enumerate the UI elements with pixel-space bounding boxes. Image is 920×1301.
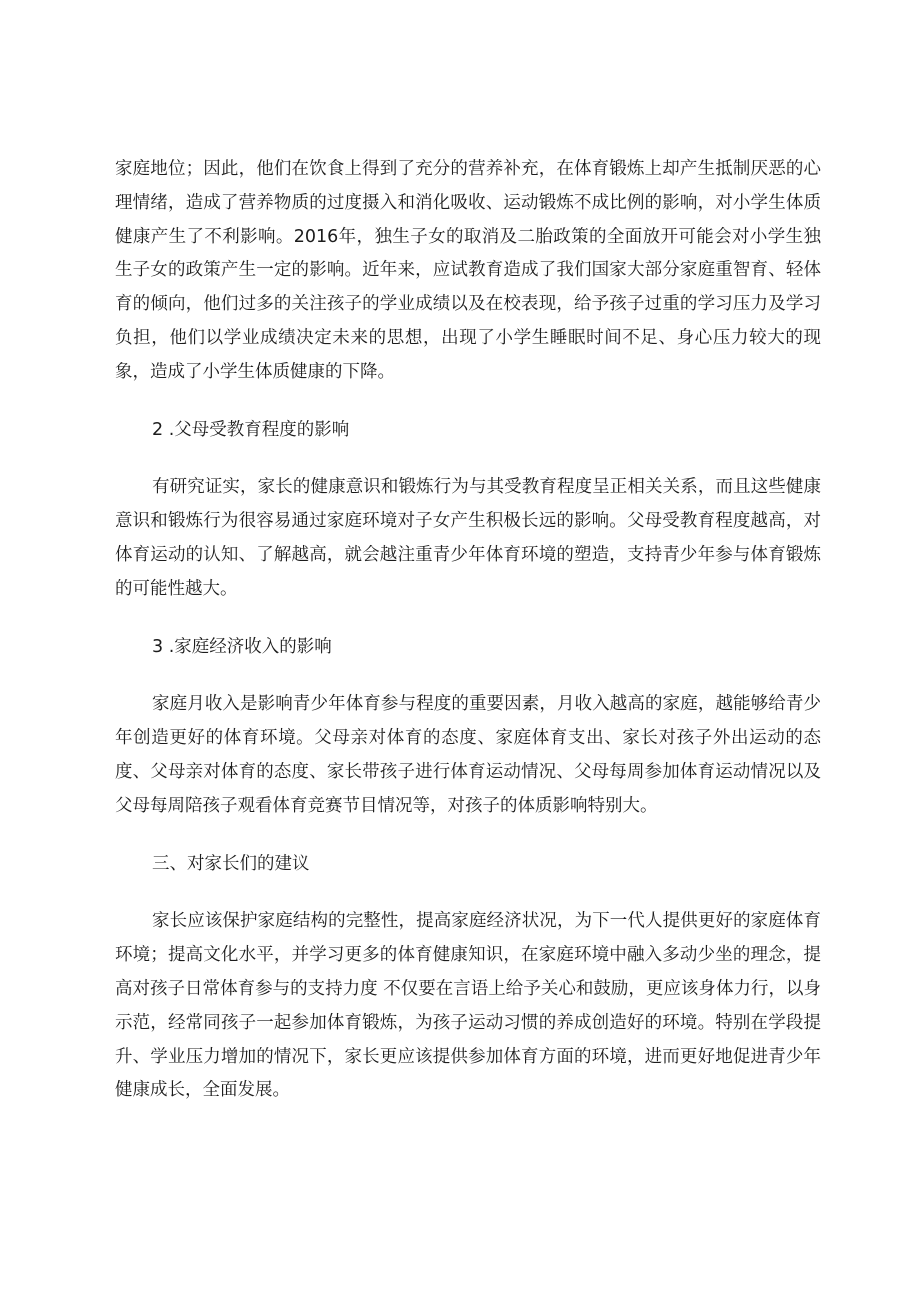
paragraph-parent-suggestions: 家长应该保护家庭结构的完整性，提高家庭经济状况，为下一代人提供更好的家庭体育环境；提高文化水平，并学习更多的体育健康知识，在家庭环境中融入多动少坐的理念，提高对孩子日常体育参与的支持力度 不仅要在言语上给予关心和鼓励，更应该身体力行，以身示范，经常同孩子一起参加体育锻炼，为孩子运动习惯的养成创造好的环境。特别在学段提升、学业压力增加的情况下，家长更应该提供参加体育方面的环境，进而更好地促进青少年健康成长，全面发展。 [115, 911, 821, 1101]
paragraph-family-income: 家庭月收入是影响青少年体育参与程度的重要因素，月收入越高的家庭，越能够给青少年创造更好的体育环境。父母亲对体育的态度、家庭体育支出、家长对孩子外出运动的态度、父母亲对体育的态度、家长带孩子进行体育运动情况、父母每周参加体育运动情况以及父母每周陪孩子观看体育竞赛节目情况等，对孩子的体质影响特别大。 [115, 694, 821, 816]
heading-parent-education: 2 .父母受教育程度的影响 [152, 419, 350, 440]
paragraph-parent-education: 有研究证实，家长的健康意识和锻炼行为与其受教育程度呈正相关关系，而且这些健康意识和锻炼行为很容易通过家庭环境对子女产生积极长远的影响。父母受教育程度越高，对体育运动的认知、了解越高，就会越注重青少年体育环境的塑造，支持青少年参与体育锻炼的可能性越大。 [115, 477, 821, 599]
document-body [115, 153, 821, 1108]
heading-family-income: 3 .家庭经济收入的影响 [152, 636, 332, 657]
paragraph-family-status: 家庭地位；因此，他们在饮食上得到了充分的营养补充，在体育锻炼上却产生抵制厌恶的心理情绪，造成了营养物质的过度摄入和消化吸收、运动锻炼不成比例的影响，对小学生体质健康产生了不利影响。2016年，独生子女的取消及二胎政策的全面放开可能会对小学生独生子女的政策产生一定的影响。近年来，应试教育造成了我们国家大部分家庭重智育、轻体育的倾向，他们过多的关注孩子的学业成绩以及在校表现，给予孩子过重的学习压力及学习负担，他们以学业成绩决定未来的思想，出现了小学生睡眠时间不足、身心压力较大的现象，造成了小学生体质健康的下降。 [115, 159, 821, 382]
heading-parent-suggestions: 三、对家长们的建议 [152, 853, 310, 874]
